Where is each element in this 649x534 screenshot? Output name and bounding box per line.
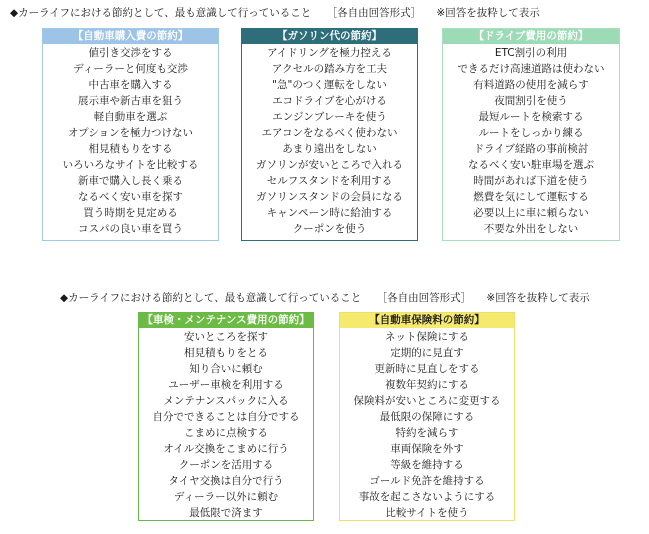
- list-item: タイヤ交換は自分で行う: [168, 475, 284, 487]
- list-item: 自分でできることは自分でする: [152, 411, 300, 423]
- list-item: ユーザー車検を利用する: [168, 379, 284, 391]
- maintenance-cost-list: [139, 328, 313, 521]
- maintenance-cost-box: [138, 312, 314, 521]
- purchase-cost-list: [43, 44, 218, 237]
- list-item: 軽自動車を選ぶ: [93, 111, 168, 123]
- list-item: 新車で購入し長く乗る: [78, 175, 183, 187]
- list-item: アクセルの踏み方を工夫: [271, 63, 388, 75]
- section2-heading-format: ［各自由回答形式］: [376, 292, 472, 304]
- list-item: できるだけ高速道路は使わない: [457, 63, 605, 75]
- list-item: あまり遠出をしない: [282, 143, 377, 155]
- list-item: 比較サイトを使う: [385, 507, 469, 519]
- list-item: ゴールド免許を維持する: [369, 475, 485, 487]
- list-item: 相見積もりをとる: [184, 347, 268, 359]
- list-item: "急"のつく運転をしない: [272, 79, 387, 91]
- list-item: 複数年契約にする: [385, 379, 469, 391]
- section1-heading-note: ※回答を抜粋して表示: [436, 7, 540, 19]
- section1-heading-format: ［各自由回答形式］: [326, 7, 422, 19]
- list-item: 買う時期を見定める: [83, 207, 178, 219]
- list-item: 時間があれば下道を使う: [473, 175, 589, 187]
- list-item: 必要以上に車に頼らない: [473, 207, 589, 219]
- list-item: 特約を減らす: [395, 427, 459, 439]
- list-item: 等級を維持する: [390, 459, 464, 471]
- list-item: ガソリンスタンドの会員になる: [256, 191, 403, 203]
- list-item: 事故を起こさないようにする: [358, 491, 496, 503]
- gasoline-cost-title: 【ガソリン代の節約】: [242, 29, 417, 44]
- list-item: 不要な外出をしない: [483, 223, 579, 235]
- list-item: こまめに点検する: [184, 427, 268, 439]
- list-item: オプションを極力つけない: [67, 127, 194, 139]
- purchase-cost-box: [42, 28, 219, 241]
- list-item: ガソリンが安いところで入れる: [256, 159, 403, 171]
- insurance-cost-title: 【自動車保険料の節約】: [340, 313, 514, 328]
- list-item: いろいろなサイトを比較する: [62, 159, 199, 171]
- list-item: 更新時に見直しをする: [374, 363, 480, 375]
- list-item: オイル交換をこまめに行う: [163, 443, 289, 455]
- drive-cost-list: [443, 44, 619, 237]
- gasoline-cost-list: [242, 44, 417, 237]
- list-item: 最短ルートを検索する: [478, 111, 584, 123]
- drive-cost-box: [442, 28, 620, 241]
- list-item: 知り合いに頼む: [189, 363, 263, 375]
- section1-heading-title: ◆カーライフにおける節約として、最も意識して行っていること: [10, 7, 312, 19]
- section1-heading: [10, 6, 552, 20]
- list-item: ディーラーと何度も交渉: [73, 63, 188, 75]
- list-item: ディーラー以外に頼む: [173, 491, 279, 503]
- list-item: なるべく安い駐車場を選ぶ: [468, 159, 594, 171]
- list-item: 最低限で済ます: [189, 507, 263, 519]
- list-item: メンテナンスパックに入る: [163, 395, 289, 407]
- list-item: なるべく安い車を探す: [78, 191, 183, 203]
- list-item: アイドリングを極力控える: [267, 47, 392, 59]
- section2-heading-title: ◆カーライフにおける節約として、最も意識して行っていること: [60, 292, 362, 304]
- list-item: 安いところを探す: [184, 331, 268, 343]
- list-item: 最低限の保障にする: [379, 411, 475, 423]
- list-item: 展示車や新古車を狙う: [78, 95, 183, 107]
- list-item: コスパの良い車を買う: [78, 223, 183, 235]
- list-item: エンジンブレーキを使う: [272, 111, 387, 123]
- list-item: 車両保険を外す: [390, 443, 464, 455]
- list-item: エアコンをなるべく使わない: [261, 127, 398, 139]
- purchase-cost-title: 【自動車購入費の節約】: [43, 29, 218, 44]
- section2-heading: [60, 291, 602, 305]
- list-item: 定期的に見直す: [390, 347, 464, 359]
- list-item: クーポンを使う: [292, 223, 367, 235]
- list-item: エコドライブを心がける: [272, 95, 387, 107]
- list-item: 中古車を購入する: [88, 79, 173, 91]
- insurance-cost-list: [340, 328, 514, 521]
- drive-cost-title: 【ドライブ費用の節約】: [443, 29, 619, 44]
- list-item: 燃費を気にして運転する: [473, 191, 589, 203]
- list-item: ネット保険にする: [385, 331, 469, 343]
- gasoline-cost-box: [241, 28, 418, 241]
- insurance-cost-box: [339, 312, 515, 521]
- list-item: ドライブ経路の事前検討: [473, 143, 589, 155]
- section2-heading-note: ※回答を抜粋して表示: [486, 292, 590, 304]
- list-item: 相見積もりをする: [88, 143, 173, 155]
- list-item: ETC割引の利用: [494, 47, 568, 59]
- list-item: 値引き交渉をする: [88, 47, 173, 59]
- maintenance-cost-title: 【車検・メンテナンス費用の節約】: [139, 313, 313, 328]
- list-item: 夜間割引を使う: [494, 95, 568, 107]
- list-item: 有料道路の使用を減らす: [473, 79, 589, 91]
- list-item: ルートをしっかり練る: [478, 127, 584, 139]
- list-item: セルフスタンドを利用する: [266, 175, 393, 187]
- list-item: 保険料が安いところに変更する: [353, 395, 501, 407]
- list-item: キャンペーン時に給油する: [266, 207, 393, 219]
- list-item: クーポンを活用する: [178, 459, 274, 471]
